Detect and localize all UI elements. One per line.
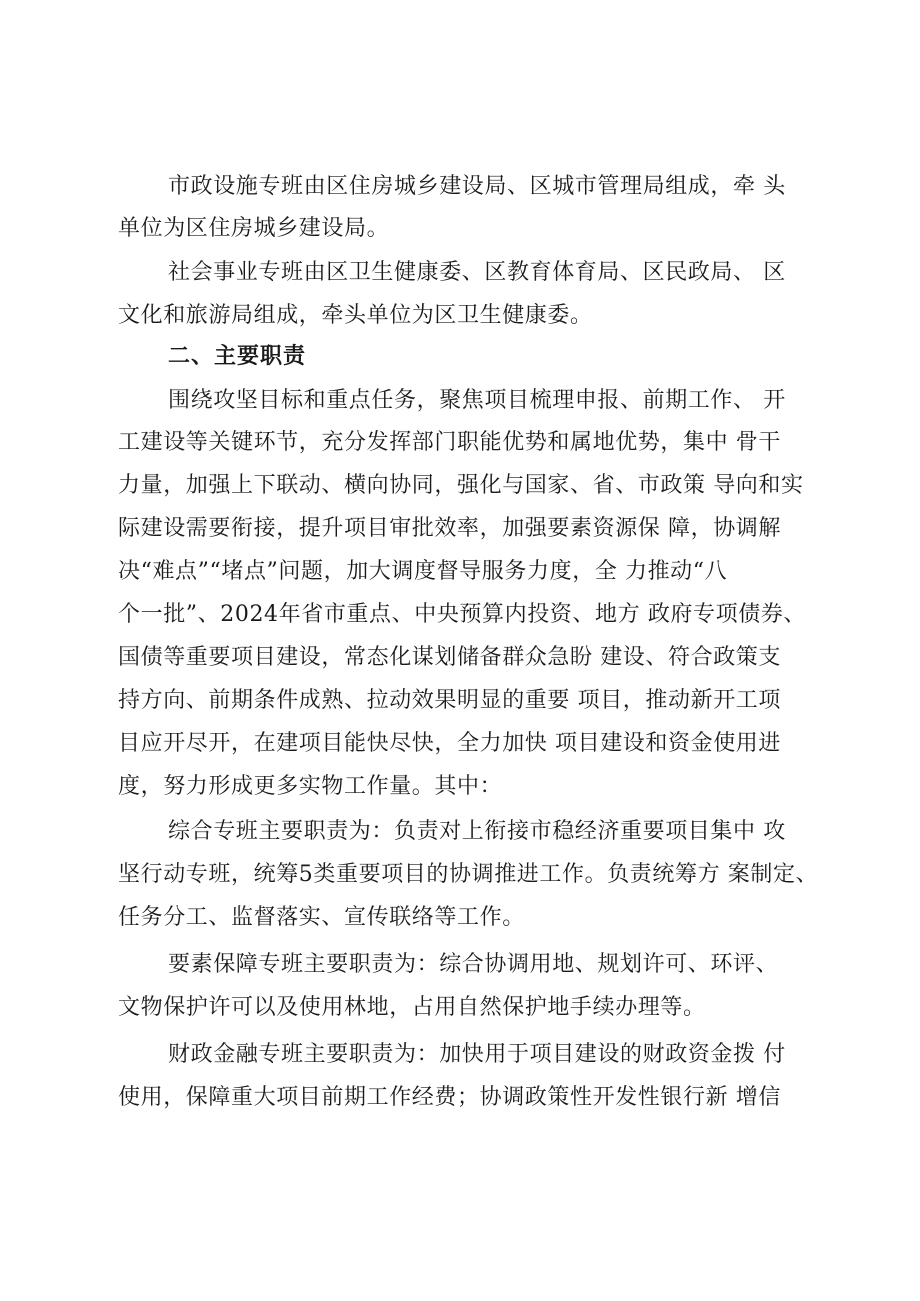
text-line: 财政金融专班主要职责为：加快用于项目建设的财政资金拨 付 (168, 1042, 786, 1067)
text-line: 文物保护许可以及使用林地，占用自然保护地手续办理等。 (118, 995, 706, 1020)
text-line: 任务分工、监督落实、宣传联络等工作。 (118, 905, 525, 930)
text-line: 要素保障专班主要职责为：综合协调用地、规划许可、环评、 (168, 952, 779, 977)
text-line: 工建设等关键环节，充分发挥部门职能优势和属地优势，集中 骨干 (118, 430, 781, 455)
text-line: 持方向、前期条件成熟、拉动效果明显的重要 项目，推动新开工项 (118, 688, 781, 713)
text-line: 围绕攻坚目标和重点任务，聚焦项目梳理申报、前期工作、 开 (168, 388, 786, 413)
text-line: 坚行动专班，统筹5类重要项目的协调推进工作。负责统筹方 案制定、 (118, 862, 819, 887)
text-line: 决“难点”“堵点”问题，加大调度督导服务力度，全 力推动“八 (118, 559, 728, 584)
text-line: 度，努力形成更多实物工作量。其中： (118, 774, 503, 799)
text-line: 力量，加强上下联动、横向协同，强化与国家、省、市政策 导向和实 (118, 473, 804, 498)
text-line: 个一批”、2024年省市重点、中央预算内投资、地方 政府专项债券、 (118, 602, 807, 627)
text-line: 国债等重要项目建设，常态化谋划储备群众急盼 建设、符合政策支 (118, 645, 781, 670)
text-line: 目应开尽开，在建项目能快尽快，全力加快 项目建设和资金使用进 (118, 731, 781, 756)
text-line: 综合专班主要职责为：负责对上衔接市稳经济重要项目集中 攻 (168, 819, 786, 844)
text-line: 社会事业专班由区卫生健康委、区教育体育局、区民政局、 区 (168, 260, 786, 285)
text-line: 文化和旅游局组成，牵头单位为区卫生健康委。 (118, 303, 593, 328)
text-line: 际建设需要衔接，提升项目审批效率，加强要素资源保 障，协调解 (118, 516, 781, 541)
text-line: 使用，保障重大项目前期工作经费；协调政策性开发性银行新 增信 (118, 1085, 781, 1110)
section-heading-main-duties: 二、主要职责 (168, 344, 307, 369)
text-line: 市政设施专班由区住房城乡建设局、区城市管理局组成，牵 头 (168, 174, 786, 199)
text-line: 单位为区住房城乡建设局。 (118, 216, 390, 241)
